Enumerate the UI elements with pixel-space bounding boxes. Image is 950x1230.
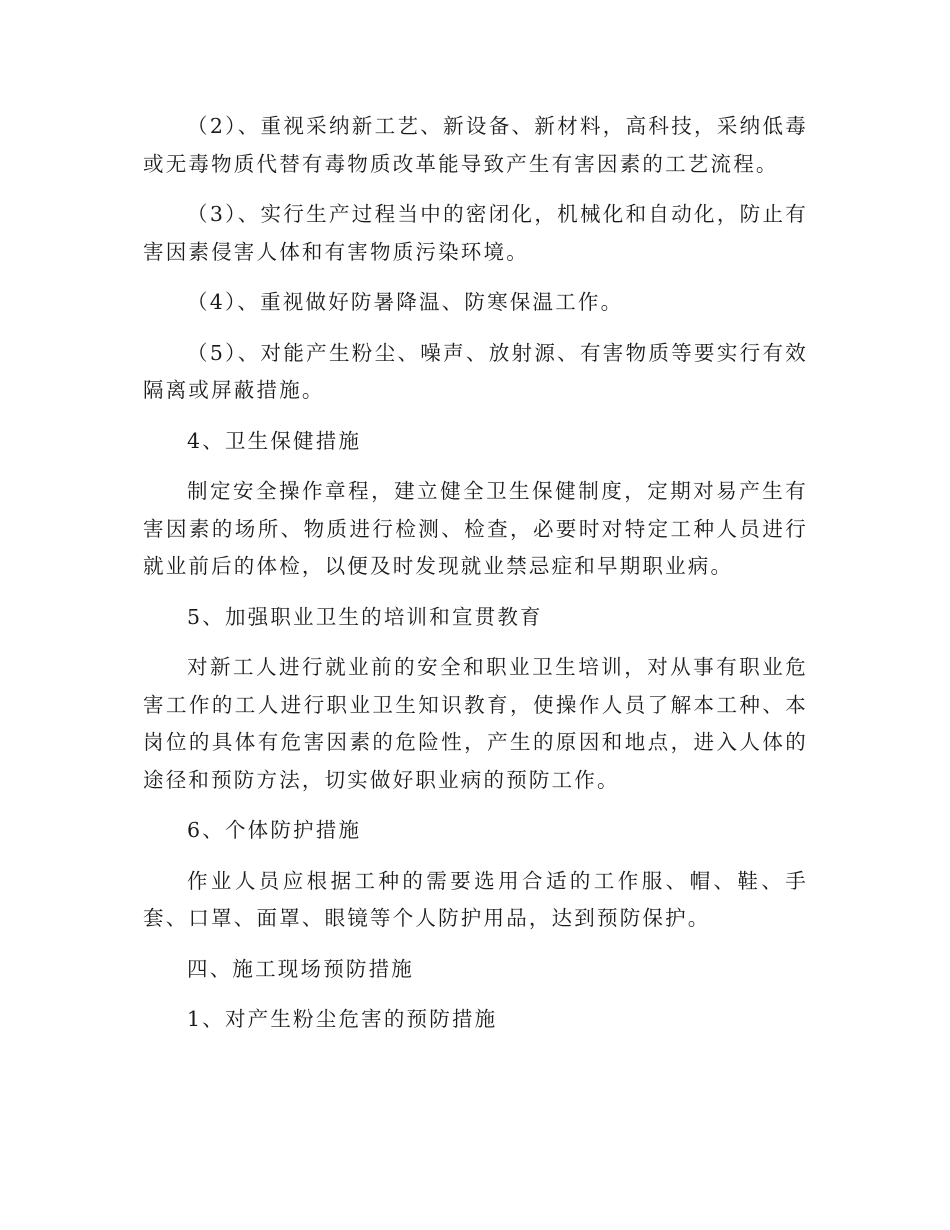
section-heading-dust-prevention: 1、对产生粉尘危害的预防措施: [187, 1007, 498, 1031]
section-heading-health-care: 4、卫生保健措施: [187, 428, 362, 453]
paragraph-item-2: （2）、重视采纳新工艺、新设备、新材料，高科技，采纳低毒或无毒物质代替有毒物质改革能导致产生有害因素的工艺流程。: [143, 114, 808, 176]
section-heading-personal-protection: 6、个体防护措施: [187, 818, 362, 842]
paragraph-health-care: 制定安全操作章程，建立健全卫生保健制度，定期对易产生有害因素的场所、物质进行检测、检查，必要时对特定工种人员进行就业前后的体检，以便及时发现就业禁忌症和早期职业病。: [143, 479, 808, 578]
section-heading-training: 5、加强职业卫生的培训和宣贯教育: [187, 604, 543, 629]
paragraph-item-3: （3）、实行生产过程当中的密闭化，机械化和自动化，防止有害因素侵害人体和有害物质污染环境。: [143, 202, 808, 264]
paragraph-training: 对新工人进行就业前的安全和职业卫生培训，对从事有职业危害工作的工人进行职业卫生知识教育，使操作人员了解本工种、本岗位的具体有危害因素的危险性，产生的原因和地点，进入人体的途径和预防方法，切实做好职业病的预防工作。: [143, 655, 808, 792]
section-heading-site-prevention: 四、施工现场预防措施: [187, 956, 414, 981]
document-body: [143, 108, 808, 1052]
paragraph-item-4: （4）、重视做好防暑降温、防寒保温工作。: [187, 290, 624, 314]
paragraph-personal-protection: 作业人员应根据工种的需要选用合适的工作服、帽、鞋、手套、口罩、面罩、眼镜等个人防护用品，达到预防保护。: [143, 868, 808, 930]
paragraph-item-5: （5）、对能产生粉尘、噪声、放射源、有害物质等要实行有效隔离或屏蔽措施。: [143, 340, 808, 402]
